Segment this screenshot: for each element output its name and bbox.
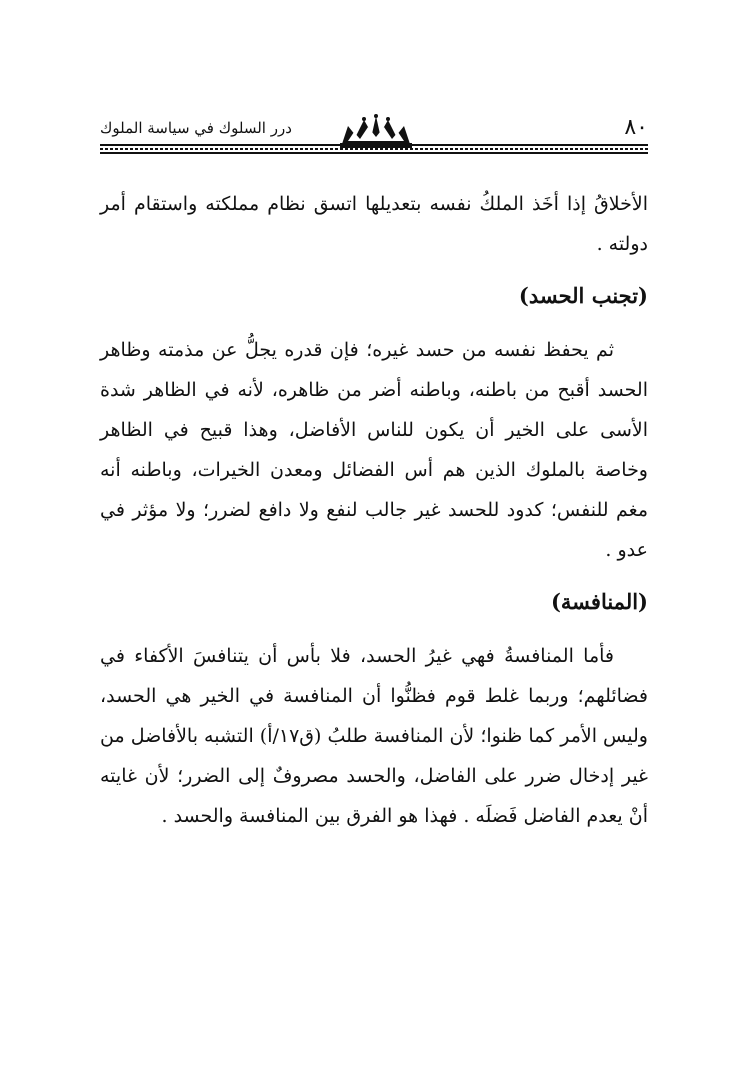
- page-body: [100, 184, 648, 836]
- page-number: ٨٠: [624, 115, 648, 140]
- paragraph-competition: فأما المنافسةُ فهي غيرُ الحسد، فلا بأس أن يتنافسَ الأكفاء في فضائلهم؛ وربما غلط قوم فظنُّوا أن المنافسة في الخير هي الحسد، وليس الأمر كما ظنوا؛ لأن المنافسة طلبُ (ق١٧/أ) التشبه بالأفاضل من غير إدخال ضرر على الفاضل، والحسد مصروفٌ إلى الضرر؛ لأن غايته أنْ يعدم الفاضل فَضلَه . فهذا هو الفرق بين المنافسة والحسد .: [100, 645, 648, 827]
- paragraph-avoid-envy: ثم يحفظ نفسه من حسد غيره؛ فإن قدره يجلُّ عن مذمته وظاهر الحسد أقبح من باطنه، وباطنه أضر من ظاهره، لأنه في الظاهر شدة الأسى على الخير أن يكون للناس الأفاضل، وهذا قبيح في الظاهر وخاصة بالملوك الذين هم أس الفضائل ومعدن الخيرات، وباطنه أنه مغم للنفس؛ كدود للحسد غير جالب لنفع ولا دافع لضرر؛ ولا مؤثر في عدو .: [100, 339, 648, 561]
- header-rule: [100, 144, 648, 154]
- page-header: [100, 112, 648, 156]
- intro-paragraph: الأخلاقُ إذا أخَذ الملكُ نفسه بتعديلها اتسق نظام مملكته واستقام أمر دولته .: [100, 193, 648, 255]
- running-title: درر السلوك في سياسة الملوك: [100, 119, 292, 137]
- section-heading-competition: (المنافسة): [550, 589, 648, 614]
- section-heading-avoid-envy: (تجنب الحسد): [518, 283, 648, 308]
